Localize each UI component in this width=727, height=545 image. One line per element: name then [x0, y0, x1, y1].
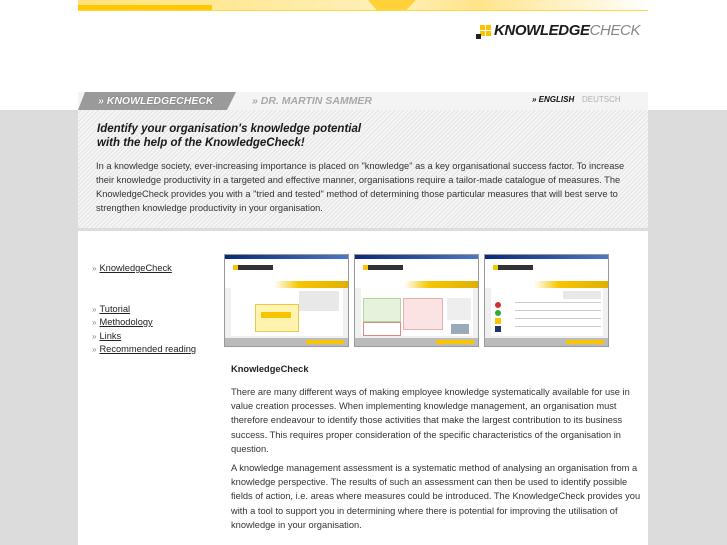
sidebar-item-knowledgecheck[interactable] [92, 262, 196, 276]
main-heading: KnowledgeCheck [231, 364, 309, 374]
knowledgecheck-logo[interactable] [476, 22, 640, 39]
tab-dr-martin-sammer[interactable]: » DR. MARTIN SAMMER [252, 95, 372, 107]
intro-heading [97, 122, 361, 150]
sidebar-item-tutorial[interactable] [92, 303, 196, 317]
main-paragraph-2: A knowledge management assessment is a systematic method of analysing an organisation from a knowledge perspective. The results of such an assessment can then be used to identify possible fields of action, i.e. areas where measures could be introduced. The KnowledgeCheck provides you with a tool to support you in determining where there is potential for improving the utilisation of knowledge in your organisation. [231, 463, 641, 530]
lang-deutsch[interactable]: DEUTSCH [582, 95, 621, 104]
intro-paragraph: In a knowledge society, ever-increasing importance is placed on "knowledge" as a key organisational success factor. To increase their knowledge productivity in a targeted and effective manner, organisations require a tailor-made catalogue of measures. The KnowledgeCheck provides you with a "tried and tested" method of determining those particular measures that will best serve to strengthen knowledge productivity in your organisation. [96, 161, 625, 213]
sidebar-link-tutorial[interactable]: Tutorial [99, 303, 131, 314]
main-paragraph-1: There are many different ways of making employee knowledge systematically available for use in value creation processes. When implementing knowledge management, an organisation must therefore endeavour to identify those activities that make the largest contribution to its business success. This requires proper consideration of the specific characteristics of the organisation in question. [231, 387, 630, 454]
logo-text-bold: KNOWLEDGE [494, 22, 590, 39]
tab-knowledgecheck[interactable]: » KNOWLEDGECHECK [98, 95, 214, 107]
logo-text-light: CHECK [589, 22, 641, 39]
sidebar-item-links[interactable] [92, 330, 196, 344]
sidebar-link-recommended-reading[interactable]: Recommended reading [99, 344, 197, 354]
sidebar-link-knowledgecheck[interactable]: KnowledgeCheck [99, 263, 172, 273]
header-wedge [368, 0, 416, 10]
sidebar-item-recommended-reading[interactable] [92, 343, 196, 357]
screenshot-thumbnail-1[interactable] [224, 254, 349, 347]
lang-english[interactable]: » ENGLISH [532, 95, 575, 104]
bullet-icon: » [92, 331, 97, 341]
screenshot-thumbnail-3[interactable] [484, 254, 609, 347]
intro-heading-line1: Identify your organisation's knowledge potential [97, 123, 362, 135]
bullet-icon: » [92, 264, 97, 273]
bullet-icon: » [92, 345, 97, 354]
header-line [78, 10, 648, 11]
logo-squares-icon [476, 23, 492, 39]
sidebar-link-methodology[interactable]: Methodology [99, 317, 153, 327]
bullet-icon: » [92, 304, 97, 314]
intro-heading-line2: with the help of the KnowledgeCheck! [97, 137, 305, 149]
screenshot-thumbnail-2[interactable] [354, 254, 479, 347]
sidebar-item-methodology[interactable] [92, 316, 196, 330]
sidebar-link-links[interactable]: Links [99, 330, 122, 341]
intro-panel [78, 110, 648, 228]
sidebar-nav [92, 262, 196, 357]
bullet-icon: » [92, 318, 97, 327]
